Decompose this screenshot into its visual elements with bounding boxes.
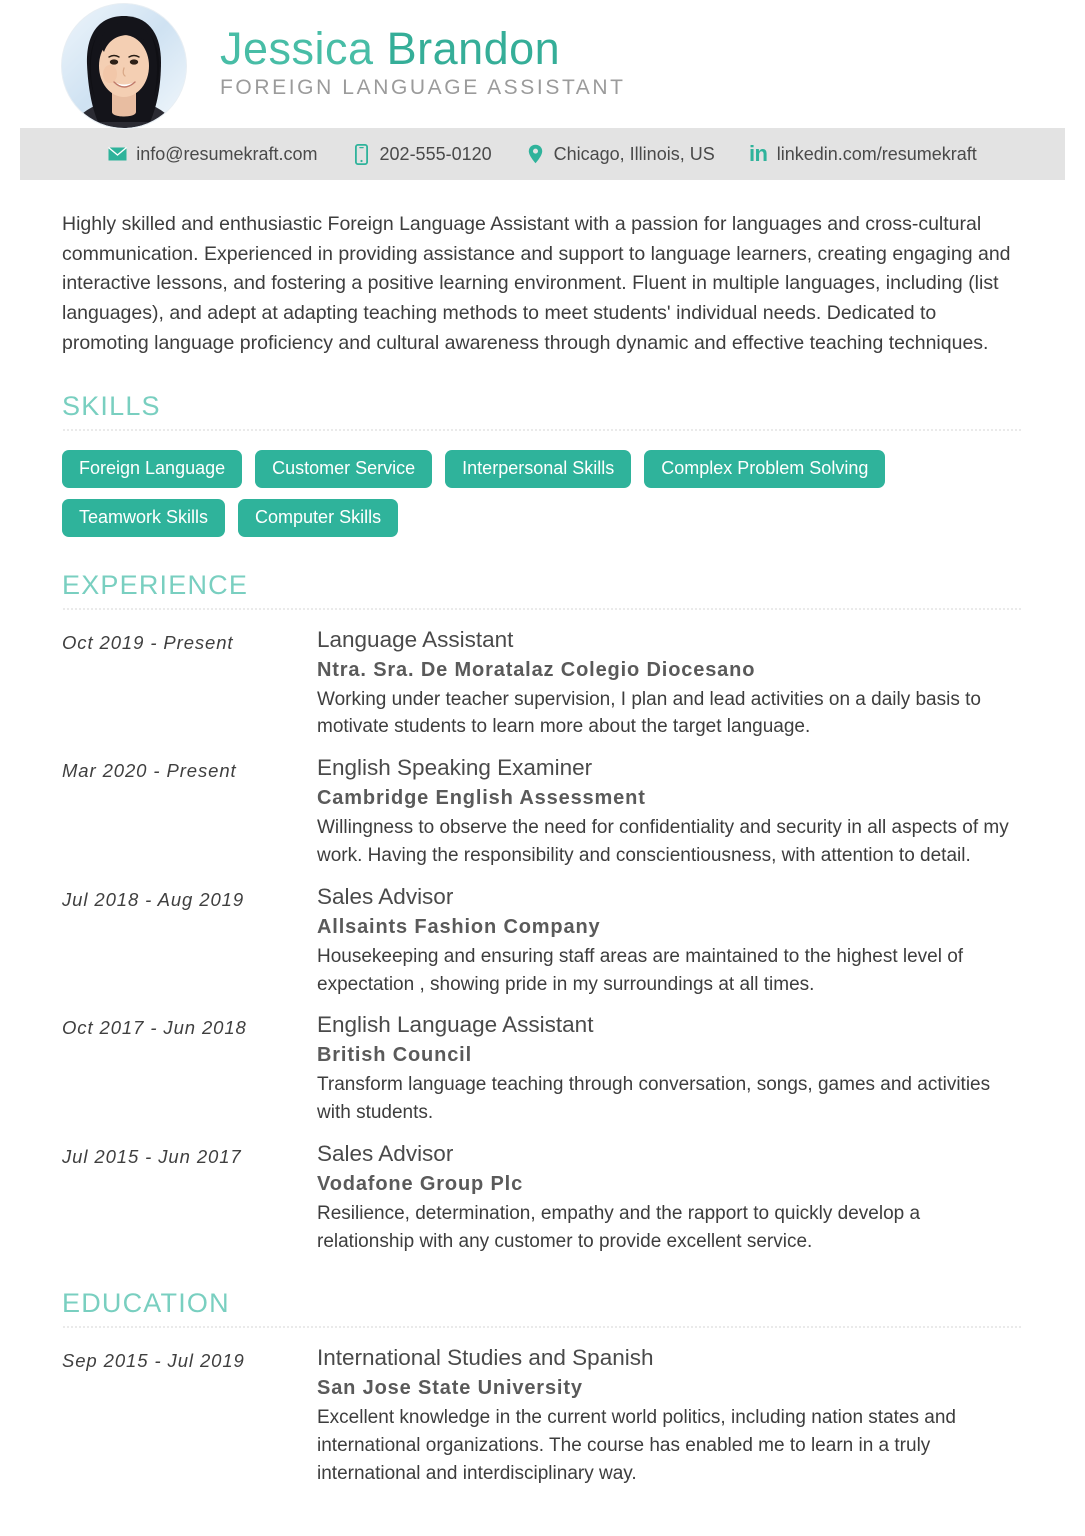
- experience-title: Sales Advisor: [317, 1140, 454, 1166]
- contact-location[interactable]: [526, 144, 715, 165]
- education-title: International Studies and Spanish: [317, 1345, 654, 1371]
- education-section: [62, 1289, 1023, 1487]
- education-section-title: EDUCATION: [62, 1288, 230, 1319]
- experience-date: Jul 2015 - Jun 2017: [62, 1145, 242, 1167]
- contact-linkedin[interactable]: [748, 141, 977, 166]
- contact-phone-text: 202-555-0120: [379, 143, 492, 164]
- experience-item: [62, 1011, 1023, 1127]
- skill-chip: Teamwork Skills: [62, 499, 225, 537]
- education-description: Excellent knowledge in the current world politics, including nation states and international organizations. The course has enabled me to learn in a truly international and interdisciplinary way.: [317, 1407, 956, 1484]
- skills-list: [62, 450, 892, 537]
- experience-date: Mar 2020 - Present: [62, 760, 237, 782]
- experience-organization: British Council: [317, 1044, 472, 1067]
- experience-date: Oct 2017 - Jun 2018: [62, 1017, 247, 1039]
- experience-item: [62, 754, 1023, 870]
- experience-description: Working under teacher supervision, I plan and lead activities on a daily basis to motivate students to learn more about the target language.: [317, 688, 981, 738]
- education-date: Sep 2015 - Jul 2019: [62, 1350, 245, 1372]
- experience-organization: Cambridge English Assessment: [317, 787, 646, 810]
- experience-item: [62, 1140, 1023, 1256]
- skill-chip: Customer Service: [255, 450, 432, 488]
- avatar: [62, 4, 186, 128]
- experience-item: [62, 626, 1023, 742]
- contact-email[interactable]: [108, 144, 317, 165]
- name-block: [220, 22, 626, 107]
- page-title: [220, 22, 626, 74]
- job-role-subtitle: FOREIGN LANGUAGE ASSISTANT: [220, 76, 626, 100]
- section-divider: [62, 1326, 1023, 1328]
- experience-title: Language Assistant: [317, 626, 514, 652]
- skill-chip: Computer Skills: [238, 499, 398, 537]
- section-divider: [62, 608, 1023, 610]
- resume-header: [0, 0, 1085, 120]
- contact-bar: [20, 128, 1065, 180]
- experience-description: Transform language teaching through conversation, songs, games and activities with students.: [317, 1074, 991, 1124]
- section-divider: [62, 429, 1023, 431]
- experience-description: Willingness to observe the need for confidentiality and security in all aspects of my work. Having the responsibility and conscientiousness, with attention to detail.: [317, 817, 1009, 866]
- experience-title: Sales Advisor: [317, 883, 454, 909]
- experience-description: Resilience, determination, empathy and the rapport to quickly develop a relationship with any customer to provide excellent service.: [317, 1203, 921, 1252]
- experience-title: English Speaking Examiner: [317, 755, 593, 781]
- skill-chip: Interpersonal Skills: [445, 450, 631, 488]
- experience-title: English Language Assistant: [317, 1012, 594, 1038]
- mobile-phone-icon: [352, 144, 371, 165]
- skill-chip: Complex Problem Solving: [644, 450, 885, 488]
- map-pin-icon: [526, 144, 545, 165]
- education-organization: San Jose State University: [317, 1377, 583, 1400]
- experience-organization: Allsaints Fashion Company: [317, 915, 601, 938]
- experience-date: Oct 2019 - Present: [62, 631, 234, 653]
- experience-item: [62, 883, 1023, 999]
- experience-organization: Vodafone Group Plc: [317, 1173, 524, 1195]
- experience-section: [62, 571, 1023, 1256]
- contact-email-text: info@resumekraft.com: [136, 143, 318, 164]
- education-item: [62, 1344, 1023, 1487]
- contact-phone[interactable]: [352, 144, 492, 165]
- experience-organization: Ntra. Sra. De Moratalaz Colegio Diocesano: [317, 658, 756, 681]
- professional-summary: Highly skilled and enthusiastic Foreign Language Assistant with a passion for languages and cross-cultural communication. Experienced in providing assistance and support to language learners, creating engaging and interactive lessons, and fostering a positive learning environment. Fluent in multiple languages, including (list languages), and adept at adapting teaching methods to meet students' individual needs. Dedicated to promoting language proficiency and cultural awareness through dynamic and effective teaching techniques.: [62, 213, 1011, 354]
- linkedin-icon: in: [748, 141, 768, 166]
- experience-list: [62, 626, 1023, 1256]
- skill-chip: Foreign Language: [62, 450, 242, 488]
- envelope-icon: [108, 144, 127, 165]
- first-name: Jessica: [220, 22, 374, 74]
- last-name: Brandon: [386, 22, 561, 74]
- experience-description: Housekeeping and ensuring staff areas are maintained to the highest level of expectation , showing pride in my surroundings at all times.: [317, 945, 964, 995]
- contact-location-text: Chicago, Illinois, US: [553, 143, 715, 164]
- experience-date: Jul 2018 - Aug 2019: [62, 888, 245, 910]
- education-list: [62, 1344, 1023, 1487]
- skills-section: [62, 392, 1023, 537]
- experience-section-title: EXPERIENCE: [62, 569, 249, 600]
- resume-body: [0, 210, 1085, 1487]
- contact-linkedin-text: linkedin.com/resumekraft: [776, 143, 977, 164]
- skills-section-title: SKILLS: [62, 391, 161, 422]
